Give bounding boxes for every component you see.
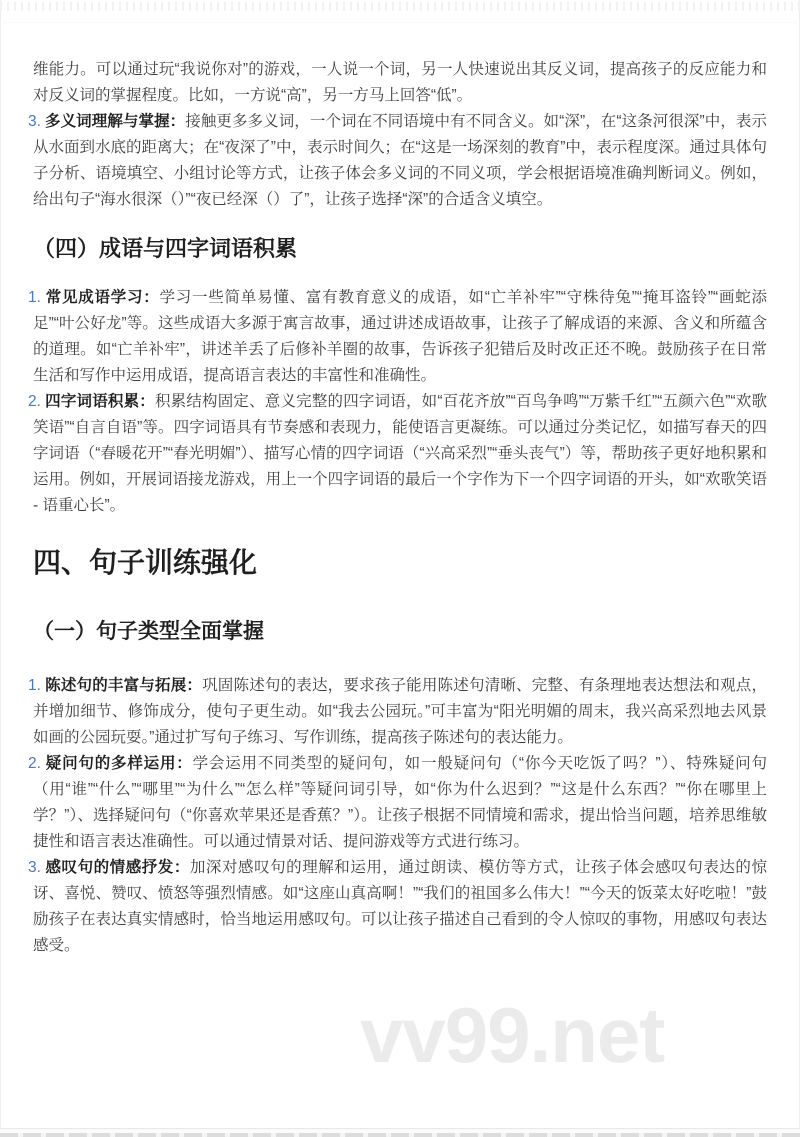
list-item-term: 四字词语积累：: [44, 393, 155, 410]
list-item-body: 加深对感叹句的理解和运用，通过朗读、模仿等方式，让孩子体会感叹句表达的惊讶、喜悦、赞叹、愤怒等强烈情感。如“这座山真高啊！”“我们的祖国多么伟大！”“今天的饭菜太好吃啦！”鼓励孩子在表达真实情感时，恰当地运用感叹句。可以让孩子描述自己看到的令人惊叹的事物，用感叹句表达感受。: [33, 859, 767, 954]
idioms-list: [28, 285, 767, 519]
list-item-term: 疑问句的多样运用：: [44, 755, 193, 772]
list-item-number: 3.: [28, 113, 41, 130]
list-item-body: 学会运用不同类型的疑问句，如一般疑问句（“你今天吃饭了吗？”）、特殊疑问句（用“谁”“什么”“哪里”“为什么”“怎么样”等疑问词引导，如“你为什么迟到？”“这是什么东西？”“你在哪里上学？”）、选择疑问句（“你喜欢苹果还是香蕉？”）。让孩子根据不同情境和需求，提出恰当问题，培养思维敏捷性和语言表达准确性。可以通过情景对话、提问游戏等方式进行练习。: [33, 755, 767, 850]
list-item-body: 接触更多多义词，一个词在不同语境中有不同含义。如“深”，在“这条河很深”中，表示从水面到水底的距离大；在“夜深了”中，表示时间久；在“这是一场深刻的教育”中，表示程度深。通过具体句子分析、语境填空、小组讨论等方式，让孩子体会多义词的不同义项，学会根据语境准确判断词义。例如，给出句子“海水很深（）”“夜已经深（）了”，让孩子选择“深”的合适含义填空。: [33, 113, 767, 208]
list-item-polysemy: [28, 109, 767, 213]
section-heading-idioms: （四）成语与四字词语积累: [33, 236, 298, 261]
paragraph-continuation: 维能力。可以通过玩“我说你对”的游戏，一人说一个词，另一人快速说出其反义词，提高孩子的反应能力和对反义词的掌握程度。比如，一方说“高”，另一方马上回答“低”。: [33, 61, 767, 104]
list-item-number: 3.: [28, 859, 41, 876]
list-item-interrogative: [28, 751, 767, 855]
list-item-declarative: [28, 673, 767, 751]
page-bottom-dashed-edge: [0, 1133, 800, 1137]
list-item-term: 陈述句的丰富与拓展：: [44, 677, 203, 694]
list-item-body: 积累结构固定、意义完整的四字词语，如“百花齐放”“百鸟争鸣”“万紫千红”“五颜六色”“欢歌笑语”“自言自语”等。四字词语具有节奏感和表现力，能使语言更凝练。可以通过分类记忆，如描写春天的四字词语（“春暖花开”“春光明媚”）、描写心情的四字词语（“兴高采烈”“垂头丧气”）等，帮助孩子更好地积累和运用。例如，开展词语接龙游戏，用上一个四字词语的最后一个字作为下一个四字词语的开头，如“欢歌笑语 - 语重心长”。: [33, 393, 767, 514]
page-top-faint-line: [0, 22, 800, 23]
list-item-four-char-words: [28, 389, 767, 519]
list-item-term: 感叹句的情感抒发：: [44, 859, 190, 876]
list-item-number: 2.: [28, 755, 41, 772]
page-top-dashed-edge: [0, 2, 800, 11]
section-heading-sentence-types: （一）句子类型全面掌握: [33, 620, 264, 643]
list-item-number: 2.: [28, 393, 41, 410]
list-item-body: 学习一些简单易懂、富有教育意义的成语，如“亡羊补牢”“守株待兔”“掩耳盗铃”“画蛇添足”“叶公好龙”等。这些成语大多源于寓言故事，通过讲述成语故事，让孩子了解成语的来源、含义和所蕴含的道理。如“亡羊补牢”，讲述羊丢了后修补羊圈的故事，告诉孩子犯错后及时改正还不晚。鼓励孩子在日常生活和写作中运用成语，提高语言表达的丰富性和准确性。: [33, 289, 767, 384]
list-item-number: 1.: [28, 289, 41, 306]
list-item-term: 多义词理解与掌握：: [44, 113, 186, 130]
list-item-common-idioms: [28, 285, 767, 389]
document-page: [28, 57, 767, 959]
watermark-text: vv99.net: [360, 991, 665, 1079]
chapter-heading-sentence-training: 四、句子训练强化: [33, 547, 258, 578]
list-item-term: 常见成语学习：: [44, 289, 160, 306]
list-item-exclamatory: [28, 855, 767, 959]
sentence-types-list: [28, 673, 767, 959]
list-item-body: 巩固陈述句的表达，要求孩子能用陈述句清晰、完整、有条理地表达想法和观点，并增加细节、修饰成分，使句子更生动。如“我去公园玩。”可丰富为“阳光明媚的周末，我兴高采烈地去风景如画的公园玩耍。”通过扩写句子练习、写作训练，提高孩子陈述句的表达能力。: [33, 677, 767, 746]
list-item-number: 1.: [28, 677, 41, 694]
